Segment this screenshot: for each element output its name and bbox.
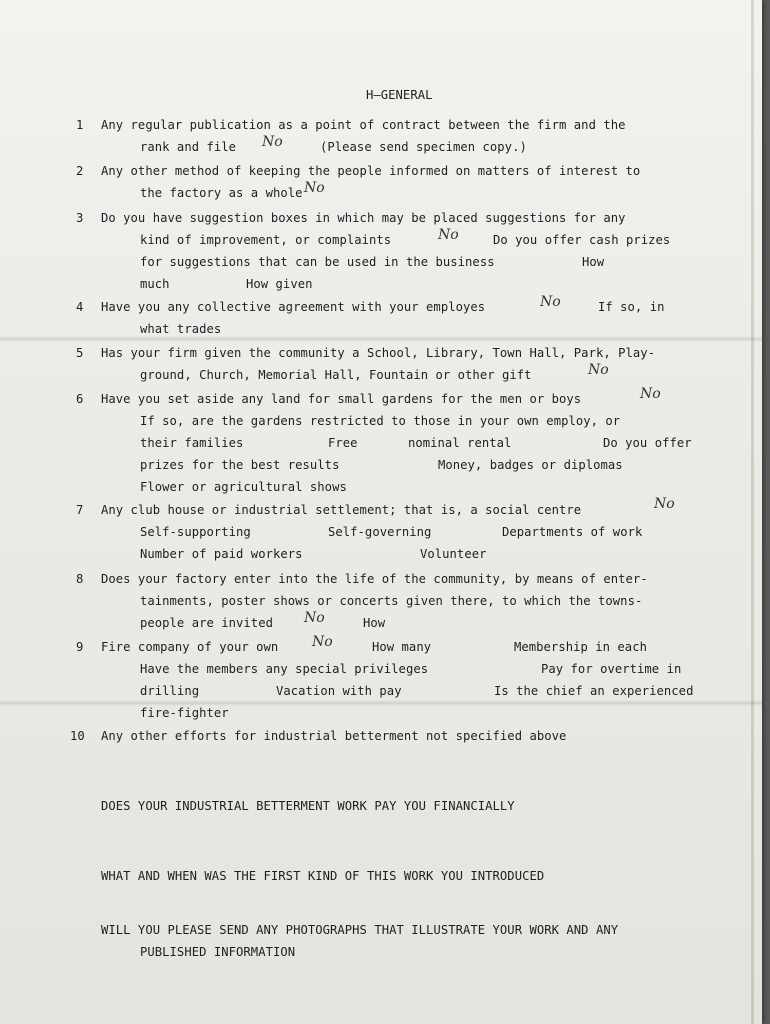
item-text: fire-fighter [140, 706, 229, 720]
item-text: for suggestions that can be used in the business [140, 255, 495, 269]
item-text: Money, badges or diplomas [438, 458, 623, 472]
item-text: Do you offer cash prizes [493, 233, 671, 247]
page-edge-shadow [751, 0, 754, 1024]
item-number: 1 [76, 118, 84, 132]
item-text: prizes for the best results [140, 458, 340, 472]
item-text: Fire company of your own [101, 640, 279, 654]
item-text: How [363, 616, 386, 630]
item-text: Is the chief an experienced [494, 684, 694, 698]
item-text: Have you set aside any land for small gardens for the men or boys [101, 392, 582, 406]
item-number: 4 [76, 300, 84, 314]
item-text: How given [246, 277, 313, 291]
paper-crease [0, 700, 762, 706]
item-text: rank and file [140, 140, 237, 154]
item-text: nominal rental [408, 436, 512, 450]
item-number: 2 [76, 164, 84, 178]
item-number: 3 [76, 211, 84, 225]
handwritten-answer: No [588, 362, 609, 378]
item-text: much [140, 277, 170, 291]
item-text: Any other method of keeping the people informed on matters of interest to [101, 164, 641, 178]
item-text: Any other efforts for industrial betterment not specified above [101, 729, 567, 743]
item-text: Self-supporting [140, 525, 251, 539]
item-number: 6 [76, 392, 84, 406]
item-text: Volunteer [420, 547, 487, 561]
paper-crease [0, 336, 762, 342]
item-text: (Please send specimen copy.) [320, 140, 527, 154]
item-text: Do you have suggestion boxes in which may be placed suggestions for any [101, 211, 626, 225]
handwritten-answer: No [304, 610, 325, 626]
item-text: If so, are the gardens restricted to those in your own employ, or [140, 414, 621, 428]
item-text: Free [328, 436, 358, 450]
item-text: Pay for overtime in [541, 662, 682, 676]
item-text: drilling [140, 684, 200, 698]
item-number: 8 [76, 572, 84, 586]
item-text: How many [372, 640, 432, 654]
item-number: 9 [76, 640, 84, 654]
item-text: Any regular publication as a point of contract between the firm and the [101, 118, 626, 132]
item-text: tainments, poster shows or concerts given there, to which the towns- [140, 594, 643, 608]
item-text: people are invited [140, 616, 273, 630]
closing-question: WHAT AND WHEN WAS THE FIRST KIND OF THIS WORK YOU INTRODUCED [101, 869, 545, 883]
item-text: Number of paid workers [140, 547, 303, 561]
item-text: Membership in each [514, 640, 647, 654]
handwritten-answer: No [262, 134, 283, 150]
item-text: How [582, 255, 605, 269]
item-number: 5 [76, 346, 84, 360]
handwritten-answer: No [640, 386, 661, 402]
item-text: Self-governing [328, 525, 432, 539]
item-text: Do you offer [603, 436, 692, 450]
item-text: their families [140, 436, 244, 450]
section-title: H—GENERAL [366, 88, 433, 102]
item-text: the factory as a whole [140, 186, 303, 200]
handwritten-answer: No [654, 496, 675, 512]
item-text: Departments of work [502, 525, 643, 539]
closing-question: PUBLISHED INFORMATION [140, 945, 296, 959]
item-text: ground, Church, Memorial Hall, Fountain or other gift [140, 368, 532, 382]
item-text: If so, in [598, 300, 665, 314]
closing-question: WILL YOU PLEASE SEND ANY PHOTOGRAPHS THAT ILLUSTRATE YOUR WORK AND ANY [101, 923, 619, 937]
handwritten-answer: No [438, 227, 459, 243]
handwritten-answer: No [304, 180, 325, 196]
closing-question: DOES YOUR INDUSTRIAL BETTERMENT WORK PAY YOU FINANCIALLY [101, 799, 515, 813]
item-text: Flower or agricultural shows [140, 480, 347, 494]
item-number: 10 [70, 729, 85, 743]
item-text: Has your firm given the community a School, Library, Town Hall, Park, Play- [101, 346, 656, 360]
handwritten-answer: No [540, 294, 561, 310]
handwritten-answer: No [312, 634, 333, 650]
item-text: Have you any collective agreement with your employes [101, 300, 486, 314]
item-text: Have the members any special privileges [140, 662, 429, 676]
item-text: Vacation with pay [276, 684, 402, 698]
item-number: 7 [76, 503, 84, 517]
item-text: Does your factory enter into the life of the community, by means of enter- [101, 572, 648, 586]
item-text: Any club house or industrial settlement; that is, a social centre [101, 503, 582, 517]
item-text: kind of improvement, or complaints [140, 233, 392, 247]
item-text: what trades [140, 322, 222, 336]
